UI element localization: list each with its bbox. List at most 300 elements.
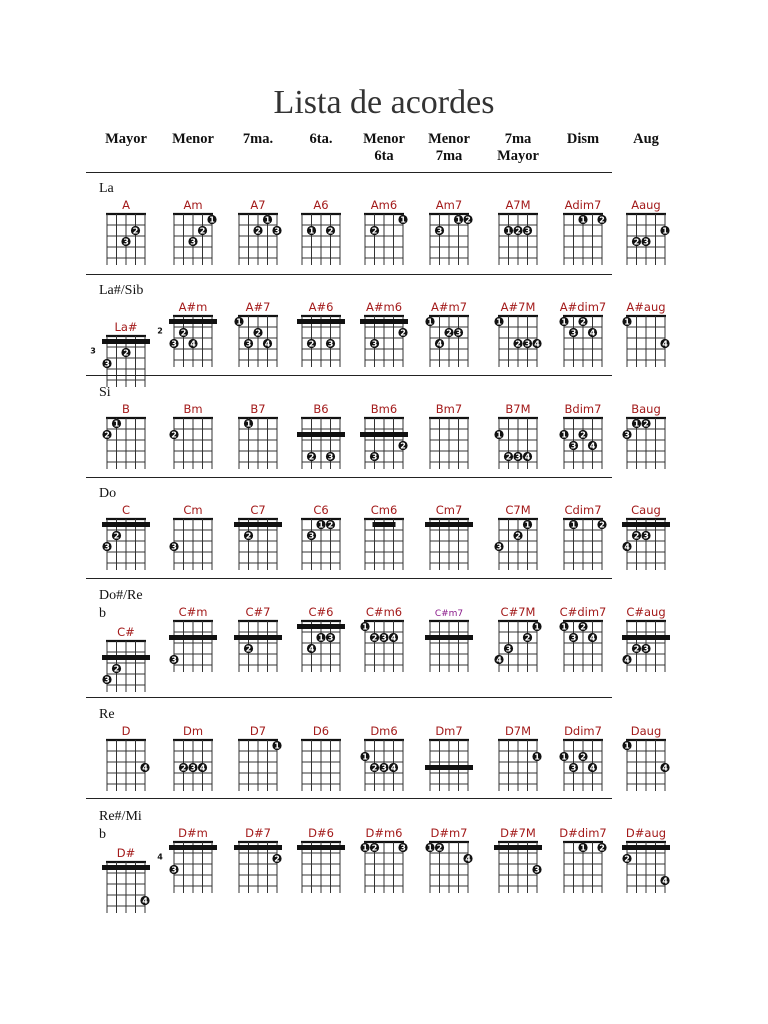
- finger-dot: [494, 430, 503, 440]
- finger-number: 2: [180, 328, 187, 338]
- fret-number: 3: [90, 346, 96, 356]
- finger-number: 4: [142, 763, 148, 773]
- finger-dot: [360, 752, 369, 762]
- barre-bar: [169, 635, 217, 640]
- finger-number: 4: [662, 339, 668, 349]
- finger-dot: [112, 664, 121, 674]
- chord-name: C#dim7: [559, 605, 607, 619]
- column-header-line: 6ta: [374, 148, 394, 164]
- finger-number: 3: [171, 542, 177, 552]
- finger-dot: [578, 752, 587, 762]
- chord-name: A#dim7: [559, 300, 607, 314]
- finger-number: 2: [113, 531, 120, 541]
- chord-diagram: [102, 625, 150, 692]
- finger-dot: [131, 226, 140, 236]
- chord-name: B: [122, 402, 130, 416]
- finger-number: 1: [624, 317, 630, 327]
- chord-name: Cdim7: [564, 503, 602, 517]
- finger-number: 4: [142, 896, 148, 906]
- finger-number: 1: [455, 215, 462, 225]
- finger-number: 1: [561, 430, 567, 440]
- finger-dot: [121, 237, 130, 247]
- row-divider: [86, 697, 612, 698]
- chord-diagram: [494, 503, 538, 570]
- finger-number: 1: [534, 752, 540, 762]
- chord-diagram: [622, 503, 670, 570]
- chord-name: Bdim7: [564, 402, 602, 416]
- chord-diagram: [425, 609, 473, 672]
- chord-diagram: [425, 503, 473, 570]
- finger-number: 2: [505, 452, 512, 462]
- finger-number: 1: [274, 741, 280, 751]
- barre-bar: [169, 319, 217, 324]
- chord-name: Ddim7: [564, 724, 602, 738]
- chord-diagram: [425, 826, 472, 893]
- finger-number: 4: [199, 763, 206, 773]
- finger-number: 2: [524, 633, 531, 643]
- finger-number: 3: [171, 655, 177, 665]
- chord-diagram: [360, 605, 404, 672]
- row-label: Do: [99, 486, 117, 501]
- finger-dot: [523, 633, 532, 643]
- finger-dot: [244, 419, 253, 429]
- row-label: Re#/Mi b: [99, 809, 142, 842]
- chord-diagram: [622, 605, 670, 672]
- finger-dot: [569, 520, 578, 530]
- finger-dot: [532, 865, 541, 875]
- finger-number: 3: [570, 441, 577, 451]
- finger-number: 1: [561, 752, 567, 762]
- finger-dot: [588, 328, 597, 338]
- finger-number: 2: [599, 215, 605, 225]
- finger-number: 1: [113, 419, 120, 429]
- finger-dot: [398, 328, 407, 338]
- barre-bar: [360, 432, 408, 437]
- finger-number: 3: [643, 531, 649, 541]
- chord-name: Cm6: [370, 503, 398, 517]
- fret-number: 4: [157, 852, 163, 862]
- chord-diagram: [559, 724, 603, 791]
- chord-diagram: [559, 402, 603, 469]
- finger-number: 1: [633, 419, 640, 429]
- chord-name: D6: [312, 724, 330, 738]
- finger-number: 2: [515, 339, 521, 349]
- finger-dot: [578, 317, 587, 327]
- chord-name: D#m6: [365, 826, 403, 840]
- chord-diagram: [360, 826, 407, 893]
- chord-name: D#m7: [430, 826, 468, 840]
- finger-number: 4: [589, 328, 596, 338]
- finger-dot: [435, 226, 444, 236]
- chord-diagram: [364, 503, 404, 570]
- finger-number: 1: [400, 215, 406, 225]
- finger-dot: [102, 430, 111, 440]
- chord-name: Daug: [630, 724, 662, 738]
- finger-number: 3: [308, 531, 315, 541]
- finger-number: 1: [580, 215, 586, 225]
- chord-name: D: [121, 724, 131, 738]
- chord-diagram: [622, 300, 669, 367]
- chord-diagram: [563, 198, 607, 265]
- finger-number: 3: [123, 237, 129, 247]
- finger-dot: [578, 430, 587, 440]
- finger-dot: [307, 531, 316, 541]
- finger-dot: [597, 215, 606, 225]
- chord-diagram: [102, 402, 146, 469]
- finger-number: 1: [427, 317, 433, 327]
- finger-number: 3: [104, 359, 110, 369]
- finger-number: 3: [327, 339, 334, 349]
- chord-diagram: [90, 320, 150, 387]
- chord-name: D#aug: [625, 826, 667, 840]
- chord-diagram: [301, 503, 341, 570]
- finger-number: 1: [580, 843, 586, 853]
- finger-dot: [569, 633, 578, 643]
- finger-number: 2: [436, 843, 443, 853]
- finger-dot: [569, 328, 578, 338]
- finger-dot: [513, 452, 522, 462]
- chord-diagram: [234, 826, 282, 893]
- row-divider: [86, 375, 612, 376]
- chord-name: C: [121, 503, 131, 517]
- finger-number: 3: [327, 452, 334, 462]
- finger-dot: [389, 763, 398, 773]
- finger-number: 3: [171, 339, 177, 349]
- finger-number: 2: [245, 531, 252, 541]
- finger-number: 3: [455, 328, 462, 338]
- finger-number: 4: [624, 655, 630, 665]
- finger-number: 4: [390, 633, 397, 643]
- chord-name: Aaug: [631, 198, 661, 212]
- chord-diagram: [494, 300, 541, 367]
- chord-name: Bm7: [435, 402, 463, 416]
- chord-diagram: [622, 826, 670, 893]
- finger-dot: [188, 339, 197, 349]
- chord-name: Dm6: [370, 724, 398, 738]
- column-header-line: Dism: [566, 131, 600, 147]
- finger-number: 3: [505, 644, 512, 654]
- finger-number: 3: [327, 633, 334, 643]
- chord-diagram: [301, 724, 341, 791]
- finger-dot: [588, 763, 597, 773]
- finger-number: 2: [371, 226, 378, 236]
- finger-number: 4: [589, 633, 596, 643]
- finger-dot: [169, 865, 178, 875]
- finger-dot: [188, 763, 197, 773]
- finger-number: 1: [561, 622, 567, 632]
- finger-dot: [326, 633, 335, 643]
- finger-number: 3: [381, 763, 387, 773]
- finger-number: 3: [371, 452, 378, 462]
- finger-dot: [435, 843, 444, 853]
- finger-dot: [140, 896, 149, 906]
- finger-number: 1: [362, 622, 368, 632]
- chord-diagram: [102, 846, 150, 913]
- chord-name: C#m: [178, 605, 208, 619]
- finger-number: 1: [362, 752, 368, 762]
- chord-diagram: [238, 724, 282, 791]
- finger-number: 2: [104, 430, 110, 440]
- finger-dot: [360, 843, 369, 853]
- finger-number: 4: [308, 644, 315, 654]
- finger-dot: [641, 531, 650, 541]
- finger-dot: [463, 854, 472, 864]
- chord-diagram: [494, 605, 541, 672]
- chord-diagram: [301, 198, 341, 265]
- chord-diagram: [559, 826, 607, 893]
- chord-diagram: [106, 724, 150, 791]
- finger-dot: [444, 328, 453, 338]
- finger-dot: [588, 633, 597, 643]
- finger-number: 1: [236, 317, 242, 327]
- finger-number: 2: [308, 339, 315, 349]
- finger-dot: [578, 622, 587, 632]
- finger-dot: [660, 876, 669, 886]
- finger-dot: [102, 675, 111, 685]
- finger-number: 2: [580, 430, 586, 440]
- finger-dot: [588, 441, 597, 451]
- chord-diagram: [297, 300, 345, 367]
- chord-name: A: [122, 198, 130, 212]
- finger-dot: [622, 317, 631, 327]
- finger-number: 2: [400, 441, 406, 451]
- barre-bar: [425, 522, 473, 527]
- finger-dot: [523, 520, 532, 530]
- finger-dot: [660, 339, 669, 349]
- chord-diagram: [563, 503, 607, 570]
- chord-diagram: [297, 605, 345, 672]
- finger-number: 3: [104, 542, 110, 552]
- finger-dot: [523, 226, 532, 236]
- chord-name: A#6: [308, 300, 334, 314]
- column-header-line: Menor: [363, 131, 405, 147]
- column-header-line: Menor: [428, 131, 470, 147]
- finger-dot: [532, 339, 541, 349]
- chord-diagram: [297, 402, 345, 469]
- chord-name: D#7M: [500, 826, 536, 840]
- finger-number: 4: [662, 876, 668, 886]
- finger-number: 4: [524, 452, 531, 462]
- finger-dot: [578, 215, 587, 225]
- row-label: Si: [99, 385, 111, 400]
- finger-dot: [188, 237, 197, 247]
- finger-number: 3: [570, 763, 577, 773]
- finger-number: 4: [534, 339, 540, 349]
- finger-dot: [559, 622, 568, 632]
- finger-dot: [559, 317, 568, 327]
- finger-number: 2: [245, 644, 252, 654]
- chord-name: C#m7: [434, 609, 464, 619]
- finger-number: 4: [465, 854, 471, 864]
- finger-dot: [326, 339, 335, 349]
- chord-name: Adim7: [564, 198, 602, 212]
- finger-dot: [463, 215, 472, 225]
- chord-diagram: [494, 826, 542, 893]
- chord-name: D#7: [245, 826, 271, 840]
- finger-dot: [632, 237, 641, 247]
- finger-number: 3: [104, 675, 110, 685]
- finger-dot: [622, 741, 631, 751]
- finger-number: 1: [496, 317, 502, 327]
- chord-diagram: [425, 300, 469, 367]
- chord-name: Cm: [183, 503, 203, 517]
- finger-number: 3: [524, 226, 531, 236]
- chord-name: D#m: [178, 826, 208, 840]
- finger-dot: [244, 339, 253, 349]
- finger-dot: [632, 419, 641, 429]
- chord-name: A#7M: [500, 300, 536, 314]
- row-label: Re: [99, 707, 115, 722]
- finger-dot: [379, 633, 388, 643]
- finger-number: 1: [308, 226, 315, 236]
- finger-dot: [454, 328, 463, 338]
- finger-dot: [102, 359, 111, 369]
- chord-name: C#: [117, 625, 135, 639]
- finger-dot: [425, 843, 434, 853]
- finger-number: 2: [123, 348, 129, 358]
- column-header-line: 7ma: [504, 131, 532, 147]
- chord-diagram: [102, 503, 150, 570]
- finger-number: 2: [255, 328, 261, 338]
- finger-dot: [641, 419, 650, 429]
- finger-number: 2: [371, 763, 378, 773]
- barre-bar: [234, 635, 282, 640]
- finger-number: 4: [390, 763, 397, 773]
- finger-dot: [179, 328, 188, 338]
- barre-bar: [234, 522, 282, 527]
- finger-dot: [316, 520, 325, 530]
- finger-number: 1: [318, 633, 324, 643]
- column-header-line: Mayor: [105, 131, 147, 147]
- finger-number: 4: [589, 763, 596, 773]
- finger-dot: [169, 542, 178, 552]
- chord-diagram: [360, 402, 408, 469]
- barre-bar: [360, 319, 408, 324]
- fret-number: 2: [157, 326, 163, 336]
- finger-number: 4: [496, 655, 502, 665]
- finger-number: 2: [633, 531, 640, 541]
- row-label: Do#/Re b: [99, 588, 143, 621]
- finger-number: 2: [633, 237, 640, 247]
- chord-diagram: [360, 724, 404, 791]
- chord-name: Am7: [435, 198, 463, 212]
- finger-dot: [326, 226, 335, 236]
- chord-name: A#7: [245, 300, 271, 314]
- chord-name: Baug: [631, 402, 661, 416]
- finger-dot: [112, 419, 121, 429]
- chord-diagram: [157, 300, 217, 367]
- finger-dot: [326, 452, 335, 462]
- finger-number: 1: [534, 622, 540, 632]
- finger-dot: [307, 339, 316, 349]
- finger-number: 3: [643, 644, 649, 654]
- chord-name: C#6: [308, 605, 334, 619]
- finger-dot: [370, 633, 379, 643]
- finger-number: 3: [245, 339, 252, 349]
- finger-dot: [244, 644, 253, 654]
- finger-dot: [326, 520, 335, 530]
- finger-number: 2: [599, 843, 605, 853]
- chord-name: Am6: [370, 198, 398, 212]
- barre-bar: [494, 845, 542, 850]
- chord-name: Cm7: [435, 503, 463, 517]
- chord-diagram: [425, 724, 473, 791]
- chord-diagram: [498, 724, 542, 791]
- finger-number: 2: [371, 633, 378, 643]
- chord-diagram: [234, 503, 282, 570]
- finger-number: 2: [515, 531, 521, 541]
- finger-dot: [660, 226, 669, 236]
- finger-number: 1: [524, 520, 531, 530]
- finger-dot: [504, 226, 513, 236]
- finger-dot: [569, 763, 578, 773]
- column-header-line: 6ta.: [309, 131, 333, 147]
- chord-diagram: [559, 605, 606, 672]
- finger-number: 3: [381, 633, 387, 643]
- finger-number: 2: [113, 664, 120, 674]
- finger-number: 2: [371, 843, 378, 853]
- finger-dot: [307, 226, 316, 236]
- finger-number: 4: [589, 441, 596, 451]
- chord-diagram: [559, 300, 606, 367]
- finger-dot: [379, 763, 388, 773]
- chord-name: Dm7: [435, 724, 463, 738]
- barre-bar: [622, 522, 670, 527]
- chord-diagram: [622, 402, 666, 469]
- finger-number: 1: [264, 215, 271, 225]
- finger-dot: [622, 854, 631, 864]
- finger-number: 3: [515, 452, 521, 462]
- finger-number: 4: [264, 339, 271, 349]
- finger-dot: [169, 339, 178, 349]
- finger-dot: [102, 542, 111, 552]
- finger-dot: [569, 441, 578, 451]
- chord-name: B7: [250, 402, 266, 416]
- chord-name: C#m6: [365, 605, 403, 619]
- finger-dot: [370, 452, 379, 462]
- finger-dot: [597, 520, 606, 530]
- column-header-line: Mayor: [497, 148, 539, 164]
- finger-dot: [370, 226, 379, 236]
- chord-name: A#m7: [430, 300, 468, 314]
- chord-name: Bm: [183, 402, 203, 416]
- finger-dot: [523, 452, 532, 462]
- finger-dot: [425, 317, 434, 327]
- finger-number: 1: [245, 419, 252, 429]
- chord-diagram: [360, 300, 408, 367]
- finger-number: 2: [255, 226, 261, 236]
- chord-diagram: [173, 724, 213, 791]
- finger-dot: [641, 644, 650, 654]
- finger-dot: [121, 348, 130, 358]
- finger-dot: [513, 531, 522, 541]
- finger-dot: [198, 763, 207, 773]
- barre-bar: [234, 845, 282, 850]
- finger-number: 3: [371, 339, 378, 349]
- finger-number: 3: [190, 763, 196, 773]
- finger-dot: [597, 843, 606, 853]
- chord-name: B7M: [505, 402, 531, 416]
- finger-number: 3: [643, 237, 649, 247]
- finger-dot: [272, 741, 281, 751]
- finger-number: 3: [274, 226, 280, 236]
- barre-bar: [297, 624, 345, 629]
- finger-number: 2: [633, 644, 640, 654]
- finger-number: 4: [190, 339, 196, 349]
- finger-dot: [454, 215, 463, 225]
- chord-diagram: [169, 503, 213, 570]
- finger-dot: [234, 317, 243, 327]
